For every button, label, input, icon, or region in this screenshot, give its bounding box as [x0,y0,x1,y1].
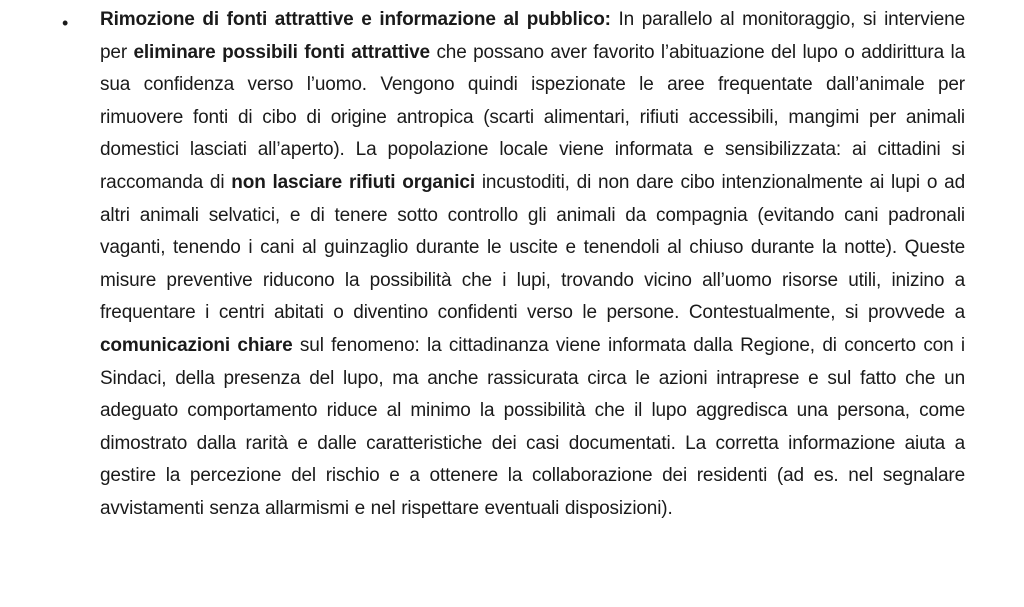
text-segment: sul fenomeno: la cittadinanza viene informata dalla Regione, di concerto con i Sindaci, della presenza del lupo, ma anche rassicurata circa le azioni intraprese e sul fatto che un adeguato comportamento riduce al minimo la possibilità che il lupo aggredisca una persona, come dimostrato dalla rarità e dalle caratteristiche dei casi documentati. La corretta informazione aiuta a gestire la percezione del rischio e a ottenere la collaborazione dei residenti (ad es. nel segnalare avvistamenti senza allarmismi e nel rispettare eventuali disposizioni). [100,334,965,519]
bold-phrase: non lasciare rifiuti organici [231,171,475,193]
bullet-marker: • [62,13,69,33]
bold-phrase: comunicazioni chiare [100,334,293,356]
text-segment: In parallelo al monitoraggio, si interviene per [100,9,965,63]
paragraph-heading: Rimozione di fonti attrattive e informazione al pubblico: [100,9,611,30]
list-item-paragraph [100,4,965,526]
text-segment: incustoditi, di non dare cibo intenzionalmente ai lupi o ad altri animali selvatici, e di tenere sotto controllo gli animali da compagnia (evitando cani padronali vaganti, tenendo i cani al guinzaglio durante le uscite e tenendoli al chiuso durante la notte). Queste misure preventive riducono la possibilità che i lupi, trovando vicino all’uomo risorse utili, inizino a frequentare i centri abitati o diventino confidenti verso le persone. Contestualmente, si provvede a [100,171,965,324]
bold-phrase: eliminare possibili fonti attrattive [133,41,430,63]
text-segment: che possano aver favorito l’abituazione del lupo o addirittura la sua confidenza verso l’uomo. Vengono quindi ispezionate le aree frequentate dall’animale per rimuovere fonti di cibo di origine antropica (scarti alimentari, rifiuti accessibili, mangimi per animali domestici lasciati all’aperto). La popolazione locale viene informata e sensibilizzata: ai cittadini si raccomanda di [100,41,965,193]
